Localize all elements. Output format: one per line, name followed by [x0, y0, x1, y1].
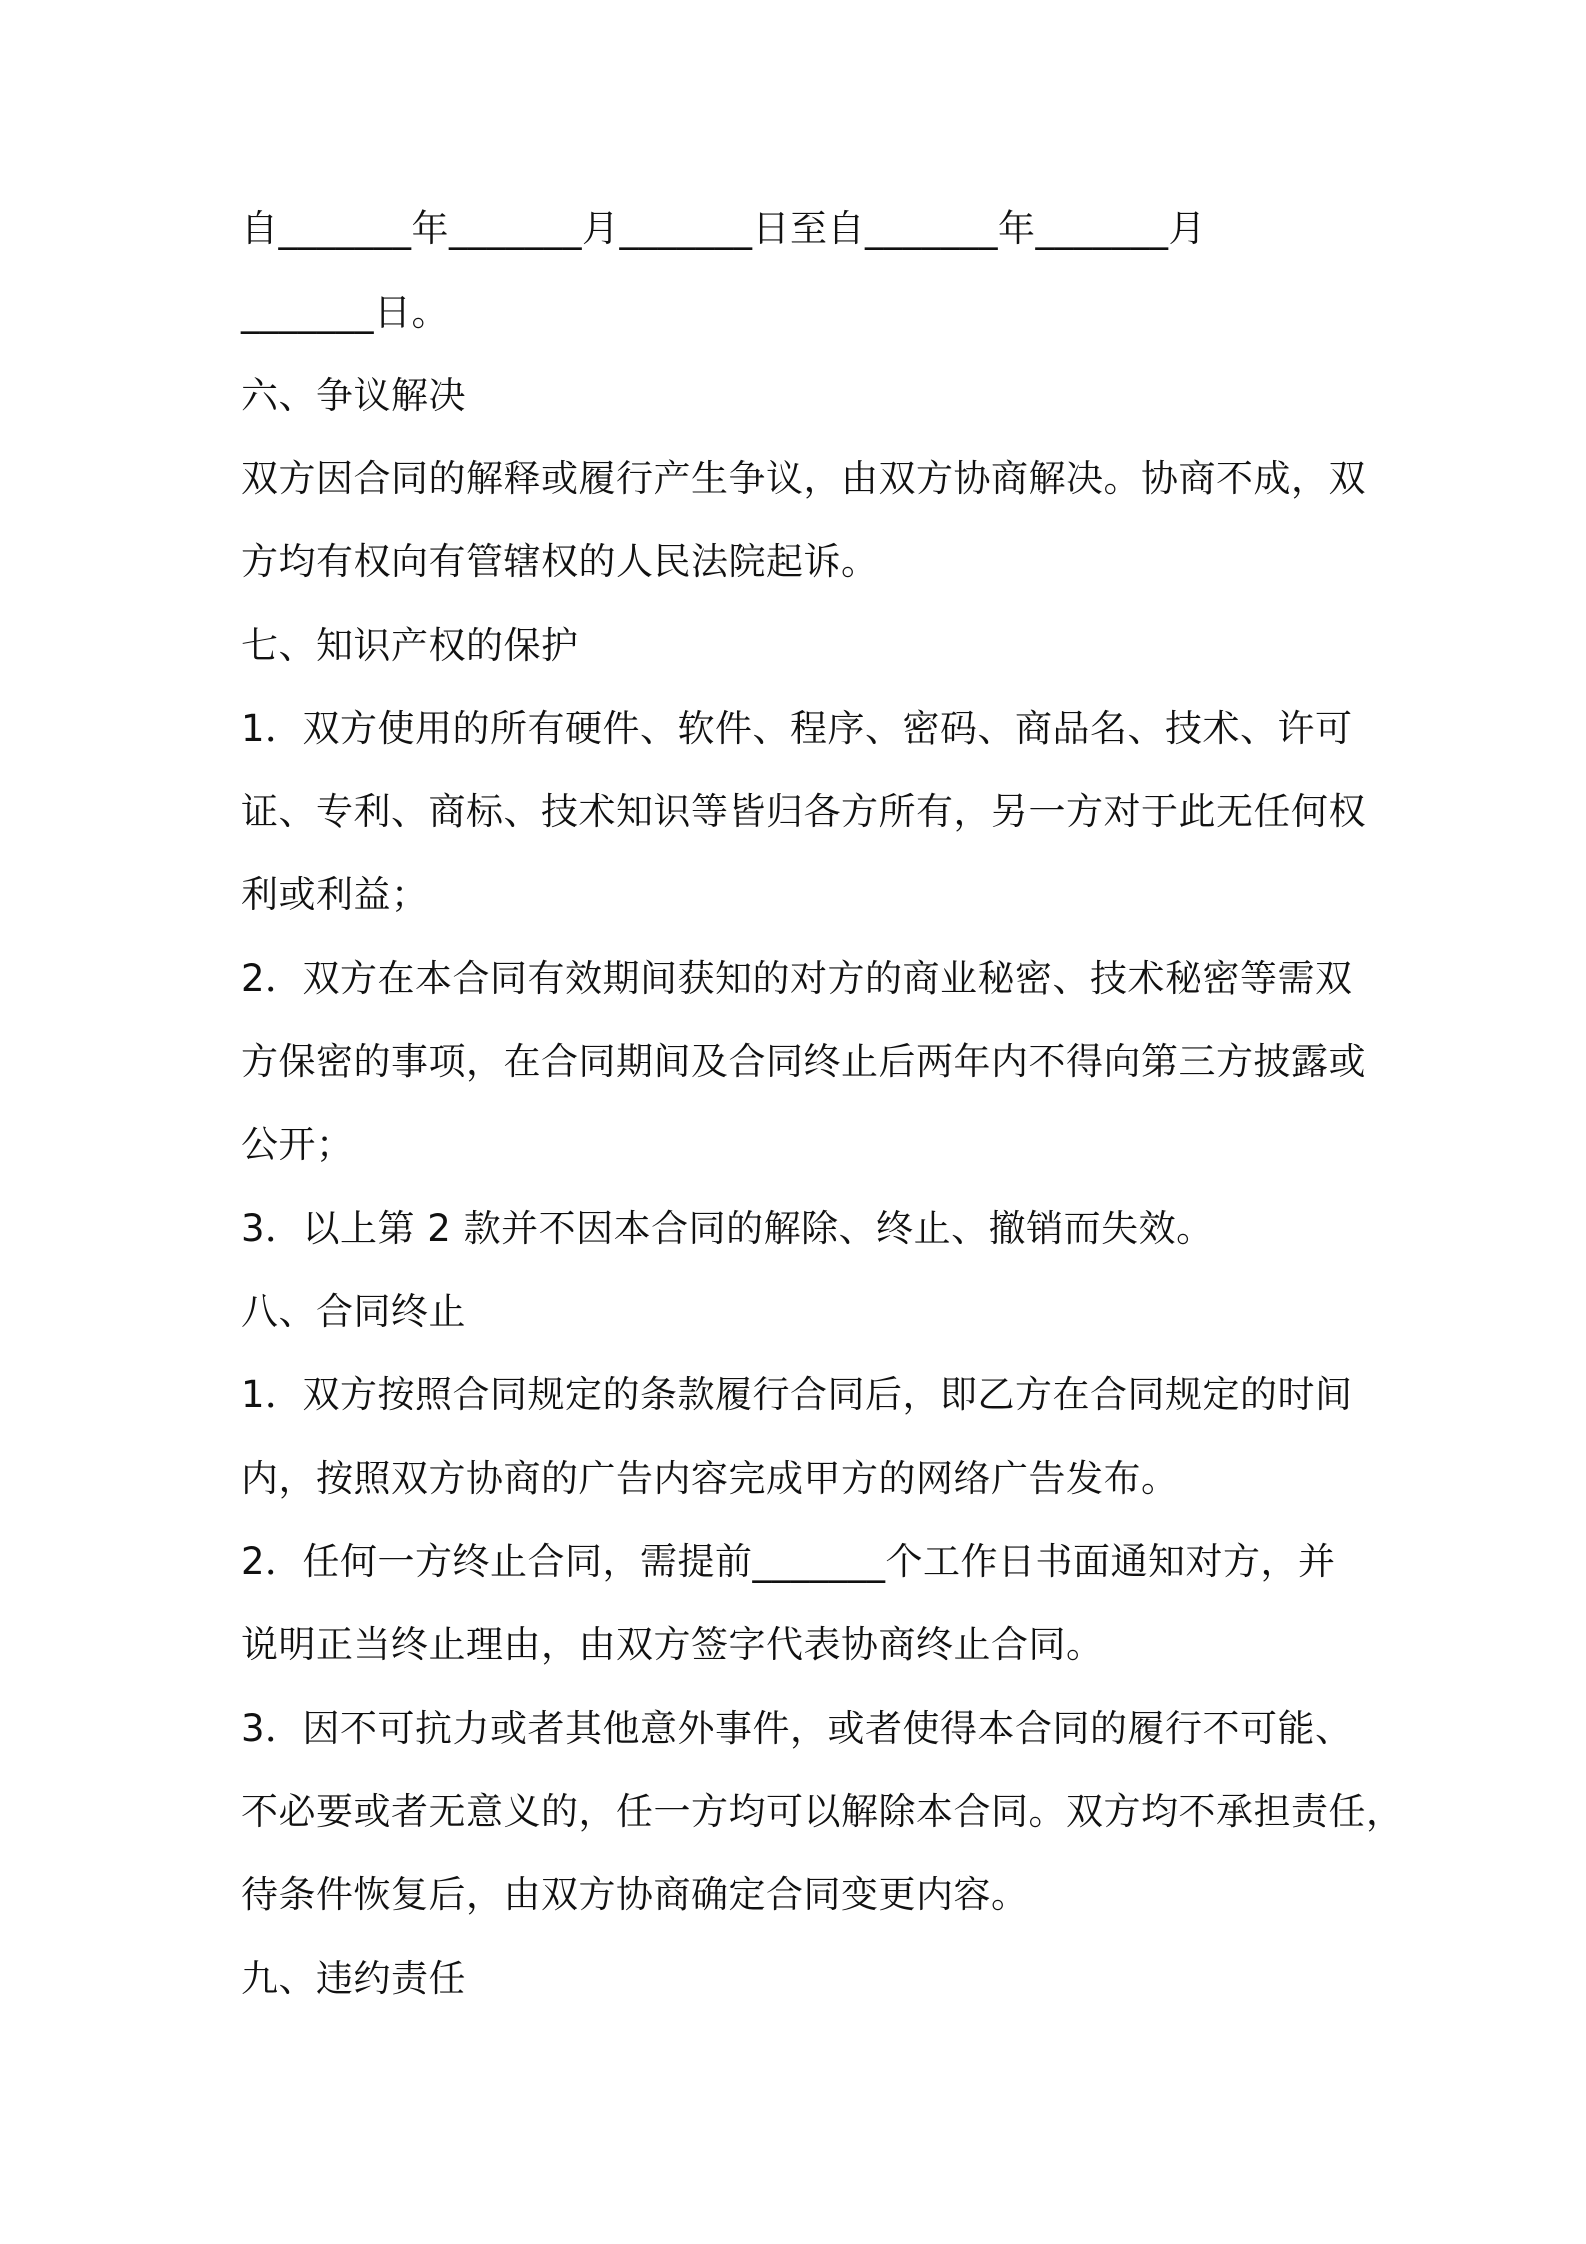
clause-line: 1．双方使用的所有硬件、软件、程序、密码、商品名、技术、许可: [241, 707, 1353, 750]
clause-line: 2．双方在本合同有效期间获知的对方的商业秘密、技术秘密等需双: [241, 957, 1353, 1000]
section-heading-ip: 七、知识产权的保护: [241, 624, 579, 667]
paragraph-line: 双方因合同的解释或履行产生争议，由双方协商解决。协商不成，双: [241, 457, 1366, 500]
clause-line: 3．以上第 2 款并不因本合同的解除、终止、撤销而失效。: [241, 1207, 1214, 1250]
clause-line: 公开；: [241, 1123, 354, 1166]
clause-line: 说明正当终止理由，由双方签字代表协商终止合同。: [241, 1623, 1104, 1666]
paragraph-line: 方均有权向有管辖权的人民法院起诉。: [241, 540, 879, 583]
clause-line: 内，按照双方协商的广告内容完成甲方的网络广告发布。: [241, 1457, 1179, 1500]
clause-line: 1．双方按照合同规定的条款履行合同后，即乙方在合同规定的时间: [241, 1373, 1353, 1416]
section-heading-termination: 八、合同终止: [241, 1290, 466, 1333]
section-heading-dispute: 六、争议解决: [241, 374, 466, 417]
clause-line: 3．因不可抗力或者其他意外事件，或者使得本合同的履行不可能、: [241, 1707, 1353, 1750]
clause-line: 利或利益；: [241, 873, 429, 916]
clause-line: 2．任何一方终止合同，需提前_______个工作日书面通知对方，并: [241, 1540, 1336, 1583]
clause-line: 待条件恢复后，由双方协商确定合同变更内容。: [241, 1873, 1029, 1916]
clause-line: 方保密的事项，在合同期间及合同终止后两年内不得向第三方披露或: [241, 1040, 1366, 1083]
clause-line: 不必要或者无意义的，任一方均可以解除本合同。双方均不承担责任，: [241, 1790, 1404, 1833]
clause-line: 证、专利、商标、技术知识等皆归各方所有，另一方对于此无任何权: [241, 790, 1366, 833]
section-heading-breach: 九、违约责任: [241, 1957, 466, 2000]
term-date-line-end: _______日。: [241, 291, 449, 334]
term-date-line: 自_______年_______月_______日至自_______年_______月: [241, 207, 1206, 250]
